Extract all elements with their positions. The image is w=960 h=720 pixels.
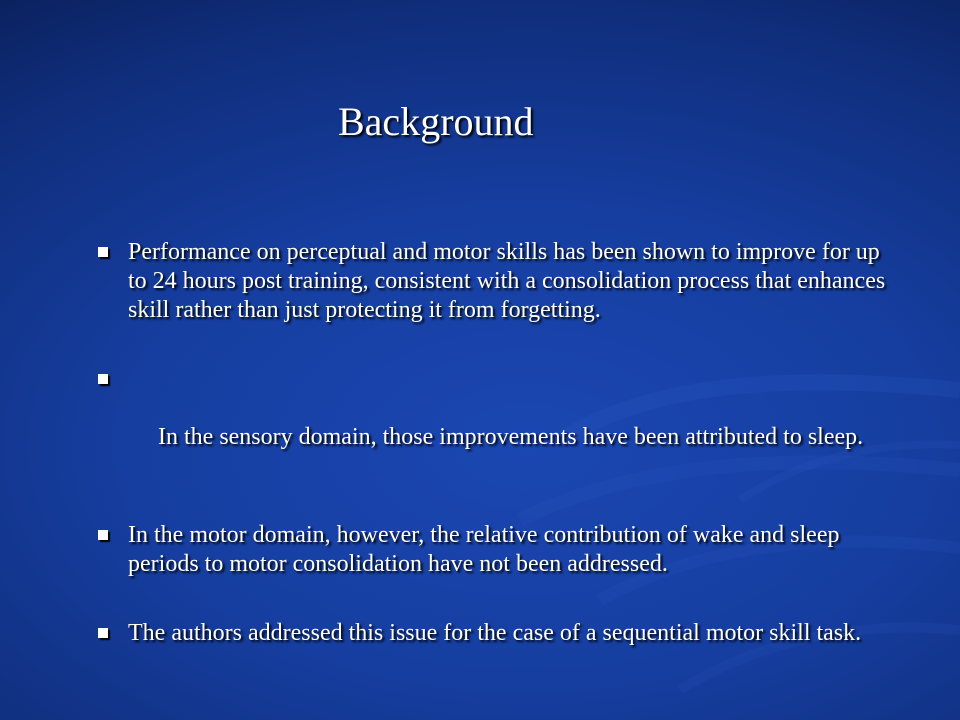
square-bullet-icon (98, 247, 108, 257)
bullet-text: The authors addressed this issue for the case of a sequential motor skill task. (128, 620, 862, 646)
square-bullet-icon (98, 628, 108, 638)
bullet-text: In the sensory domain, those improvements have been attributed to sleep. (152, 424, 864, 450)
bullet-text: Performance on perceptual and motor skills has been shown to improve for up to 24 hours post training, consistent with a consolidation process that enhances skill rather than just protecting it from forgetting. (128, 239, 886, 323)
bullet-item (96, 365, 896, 481)
bullet-item (96, 238, 896, 325)
bullet-text: In the motor domain, however, the relative contribution of wake and sleep periods to motor consolidation have not been addressed. (128, 522, 840, 577)
slide-title: Background (338, 99, 534, 144)
bullet-item (96, 521, 896, 579)
bullet-list (96, 238, 896, 688)
square-bullet-icon (98, 374, 108, 384)
square-bullet-icon (98, 530, 108, 540)
bullet-item (96, 619, 896, 648)
